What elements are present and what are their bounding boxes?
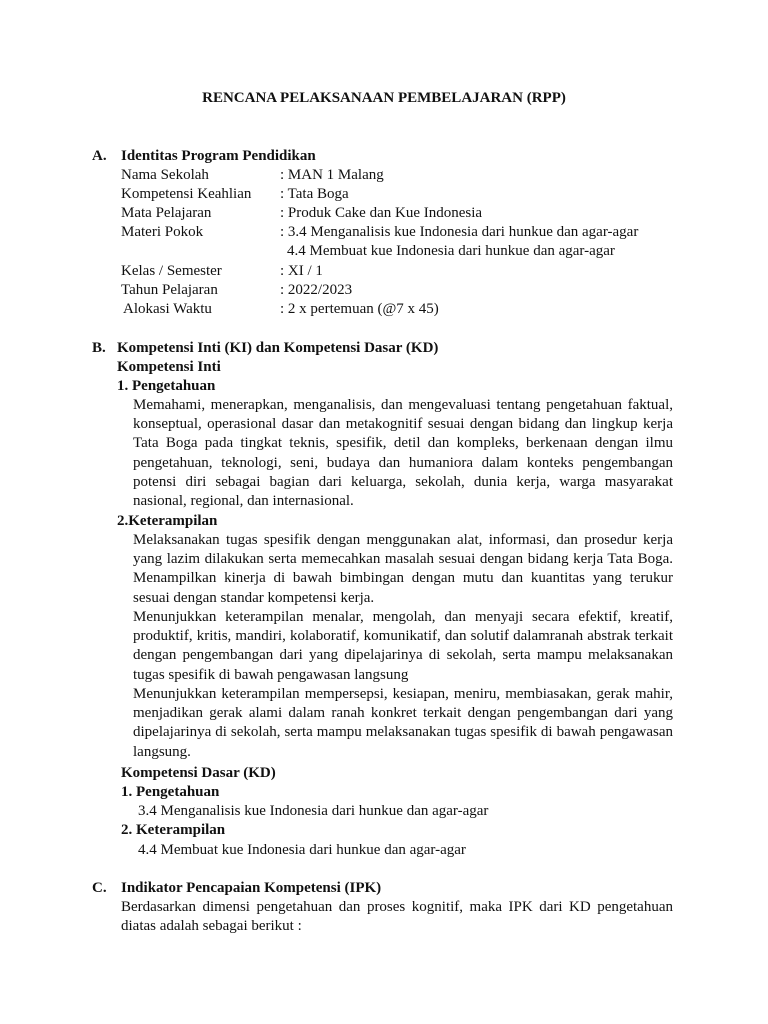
keterampilan-paragraph-2: Menunjukkan keterampilan menalar, mengolah, dan menyaji secara efektif, kreatif, produktif, kritis, mandiri, kolaboratif, komunikatif, dan solutif dalamranah abstrak terkait dengan pengembangan dari yang dipelajarinya di sekolah, serta mampu melaksanakan tugas spesifik di bawah pengawasan langsung [133, 609, 673, 683]
section-c-letter: C. [92, 880, 107, 896]
label-kompetensi-keahlian: Kompetensi Keahlian [121, 186, 252, 202]
section-b-heading: Kompetensi Inti (KI) dan Kompetensi Dasar (KD) [117, 340, 439, 356]
document-title: RENCANA PELAKSANAAN PEMBELAJARAN (RPP) [202, 90, 566, 106]
section-a-heading: Identitas Program Pendidikan [121, 148, 316, 164]
kd-heading: Kompetensi Dasar (KD) [121, 765, 276, 781]
keterampilan-paragraph-1: Melaksanakan tugas spesifik dengan menggunakan alat, informasi, dan prosedur kerja yang lazim dilakukan serta memecahkan masalah sesuai dengan bidang kerja Tata Boga. Menampilkan kinerja di bawah bimbingan dengan mutu dan kuantitas yang terukur sesuai dengan standar kompetensi kerja. [133, 532, 673, 606]
kd-keterampilan-item: 4.4 Membuat kue Indonesia dari hunkue dan agar-agar [138, 842, 466, 858]
section-c-paragraph: Berdasarkan dimensi pengetahuan dan proses kognitif, maka IPK dari KD pengetahuan diatas adalah sebagai berikut : [121, 899, 673, 935]
label-alokasi-waktu: Alokasi Waktu [123, 301, 212, 317]
keterampilan-heading: 2.Keterampilan [117, 513, 218, 529]
pengetahuan-paragraph: Memahami, menerapkan, menganalisis, dan mengevaluasi tentang pengetahuan faktual, konseptual, operasional dasar dan metakognitif sesuai dengan bidang dan lingkup kerja Tata Boga pada tingkat teknis, spesifik, detil dan kompleks, berkenaan dengan ilmu pengetahuan, teknologi, seni, budaya dan humaniora dalam konteks pengembangan potensi diri sebagai bagian dari keluarga, sekolah, dunia kerja, warga masyarakat nasional, regional, dan internasional. [133, 397, 673, 510]
section-a-letter: A. [92, 148, 107, 164]
value-kompetensi-keahlian: : Tata Boga [280, 186, 349, 202]
kd-pengetahuan-heading: 1. Pengetahuan [121, 784, 220, 800]
label-nama-sekolah: Nama Sekolah [121, 167, 209, 183]
label-mata-pelajaran: Mata Pelajaran [121, 205, 212, 221]
ki-heading: Kompetensi Inti [117, 359, 221, 375]
keterampilan-paragraph-3: Menunjukkan keterampilan mempersepsi, kesiapan, meniru, membiasakan, gerak mahir, menjadikan gerak alami dalam ranah konkret terkait dengan pengembangan dari yang dipelajarinya di sekolah, serta mampu melaksanakan tugas spesifik di bawah pengawasan langsung. [133, 686, 673, 760]
section-b-letter: B. [92, 340, 106, 356]
label-tahun-pelajaran: Tahun Pelajaran [121, 282, 218, 298]
value-nama-sekolah: : MAN 1 Malang [280, 167, 384, 183]
kd-keterampilan-heading: 2. Keterampilan [121, 822, 226, 838]
label-kelas-semester: Kelas / Semester [121, 263, 222, 279]
section-c-heading: Indikator Pencapaian Kompetensi (IPK) [121, 880, 382, 896]
value-materi-pokok-1: : 3.4 Menganalisis kue Indonesia dari hunkue dan agar-agar [280, 224, 639, 240]
value-mata-pelajaran: : Produk Cake dan Kue Indonesia [280, 205, 483, 221]
value-alokasi-waktu: : 2 x pertemuan (@7 x 45) [280, 301, 439, 317]
value-kelas-semester: : XI / 1 [280, 263, 323, 279]
value-materi-pokok-2: 4.4 Membuat kue Indonesia dari hunkue dan agar-agar [287, 243, 615, 259]
kd-pengetahuan-item: 3.4 Menganalisis kue Indonesia dari hunkue dan agar-agar [138, 803, 489, 819]
label-materi-pokok: Materi Pokok [121, 224, 204, 240]
value-tahun-pelajaran: : 2022/2023 [280, 282, 353, 298]
pengetahuan-heading: 1. Pengetahuan [117, 378, 216, 394]
